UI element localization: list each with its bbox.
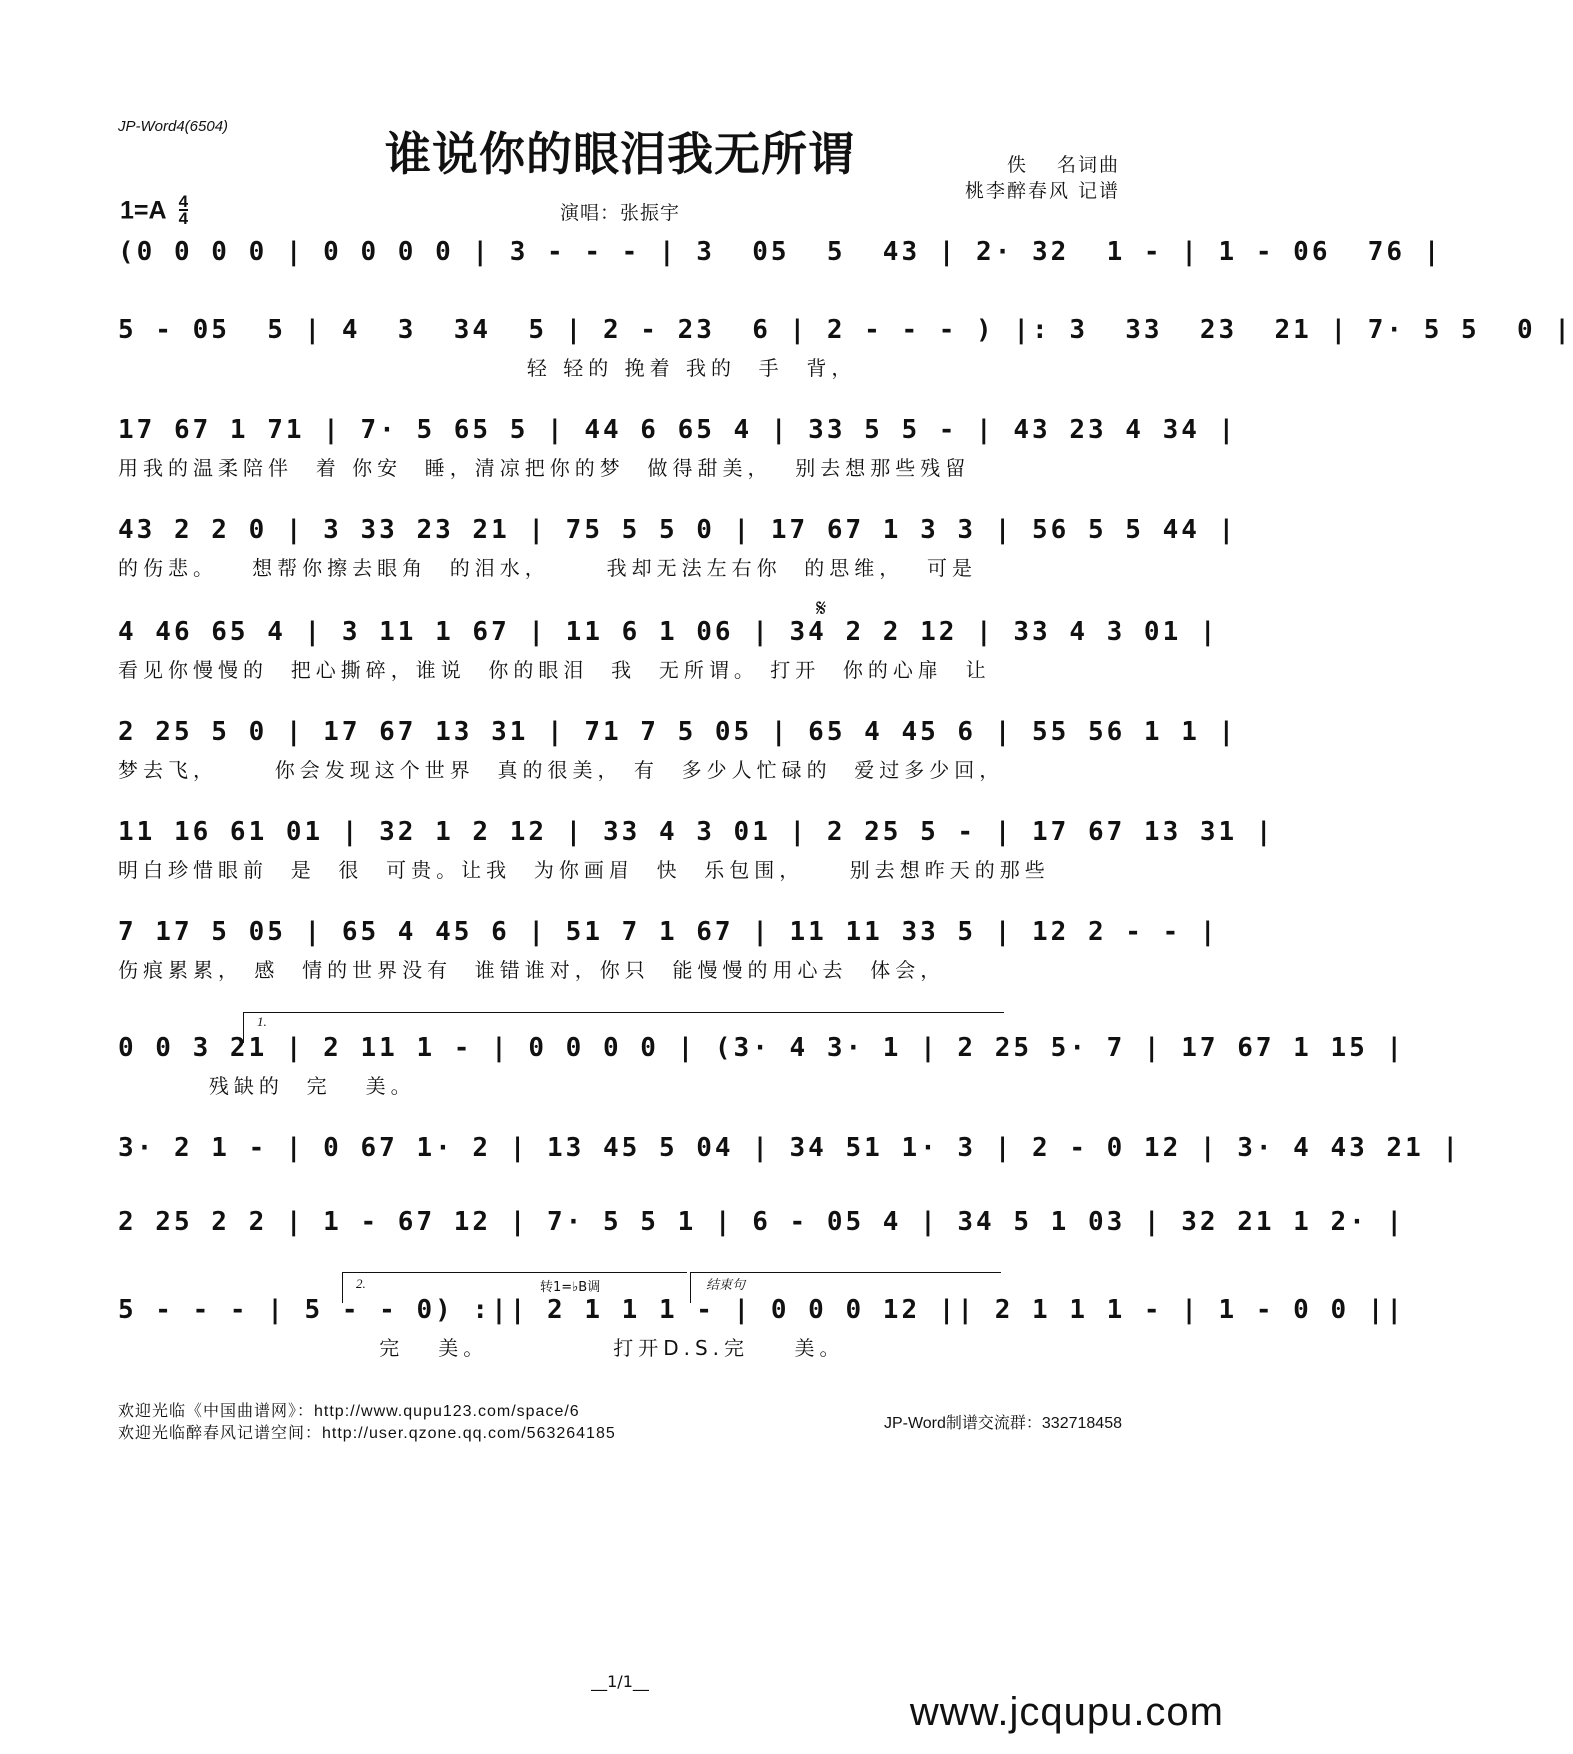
- volta-2-label: 2.: [356, 1276, 366, 1291]
- staff-system-12: [118, 1288, 1406, 1364]
- lyrics-line: 明白珍惜眼前 是 很 可贵。让我 为你画眉 快 乐包围， 别去想昨天的那些: [118, 858, 1050, 882]
- site-watermark: www.jcqupu.com: [909, 1690, 1224, 1734]
- lyrics-line: 残缺的 完 美。: [118, 1074, 416, 1098]
- lyrics-line: 轻 轻的 挽着 我的 手 背，: [118, 356, 857, 380]
- singer-credit: 演唱：张振宇: [559, 202, 680, 224]
- lyrics-line: 伤痕累累， 感 情的世界没有 谁错谁对，你只 能慢慢的用心去 体会，: [118, 958, 946, 982]
- notes-line: 3· 2 1 - | 0 67 1· 2 | 13 45 5 04 | 34 51 1· 3 | 2 - 0 12 | 3· 4 43 21 |: [118, 1133, 1462, 1163]
- staff-system-7: [118, 810, 1275, 886]
- footer-link-qzone[interactable]: 欢迎光临醉春风记谱空间：http://user.qzone.qq.com/563264185: [118, 1425, 616, 1442]
- transcriber-credit: 桃李醉春风 记谱: [964, 180, 1120, 202]
- staff-system-5: [118, 610, 1219, 686]
- staff-system-3: [118, 408, 1238, 484]
- notes-line: 5 - - - | 5 - - 0) :|| 2 1 1 1 - | 0 0 0 12 || 2 1 1 1 - | 1 - 0 0 ||: [118, 1295, 1406, 1325]
- song-title: 谁说你的眼泪我无所谓: [385, 127, 855, 181]
- lyrics-line: 梦去飞， 你会发现这个世界 真的很美， 有 多少人忙碌的 爱过多少回，: [118, 758, 1005, 782]
- lyrics-line: 用我的温柔陪伴 着 你安 睡，清凉把你的梦 做得甜美， 别去想那些残留: [118, 456, 971, 480]
- notes-line: 5 - 05 5 | 4 3 34 5 | 2 - 23 6 | 2 - - - ) |: 3 33 23 21 | 7· 5 5 0 |: [118, 315, 1573, 345]
- staff-system-1: [118, 230, 1443, 274]
- staff-system-9: [118, 1026, 1406, 1102]
- staff-system-2: [118, 308, 1573, 384]
- time-bottom: 4: [178, 209, 189, 228]
- notes-line: 43 2 2 0 | 3 33 23 21 | 75 5 5 0 | 17 67 1 3 3 | 56 5 5 44 |: [118, 515, 1238, 545]
- footer-group: JP-Word制谱交流群：332718458: [883, 1415, 1122, 1432]
- staff-system-11: [118, 1200, 1406, 1244]
- notes-line: 7 17 5 05 | 65 4 45 6 | 51 7 1 67 | 11 11 33 5 | 12 2 - - |: [118, 917, 1219, 947]
- staff-system-6: [118, 710, 1238, 786]
- segno-mark: 𝄋: [816, 594, 827, 622]
- page-number: __1/1__: [591, 1672, 649, 1691]
- notes-line: 17 67 1 71 | 7· 5 65 5 | 44 6 65 4 | 33 5 5 - | 43 23 4 34 |: [118, 415, 1238, 445]
- notes-line: (0 0 0 0 | 0 0 0 0 | 3 - - - | 3 05 5 43 | 2· 32 1 - | 1 - 06 76 |: [118, 237, 1443, 267]
- modulation-mark: 转1=♭B调: [540, 1280, 601, 1295]
- notes-line: 4 46 65 4 | 3 11 1 67 | 11 6 1 06 | 34 2 2 12 | 33 4 3 01 |: [118, 617, 1219, 647]
- lyrics-line: 看见你慢慢的 把心撕碎，谁说 你的眼泪 我 无所谓。 打开 你的心扉 让: [118, 658, 991, 682]
- notes-line: 0 0 3 21 | 2 11 1 - | 0 0 0 0 | (3· 4 3· 1 | 2 25 5· 7 | 17 67 1 15 |: [118, 1033, 1406, 1063]
- staff-system-4: [118, 508, 1238, 584]
- footer-link-qupu[interactable]: 欢迎光临《中国曲谱网》：http://www.qupu123.com/space/6: [118, 1403, 580, 1420]
- time-top: 4: [178, 192, 189, 211]
- notes-line: 2 25 2 2 | 1 - 67 12 | 7· 5 5 1 | 6 - 05 4 | 34 5 1 03 | 32 21 1 2· |: [118, 1207, 1406, 1237]
- ending-label: 结束句: [706, 1277, 746, 1292]
- staff-system-8: [118, 910, 1219, 986]
- lyricist-credit: 佚 名词曲: [1006, 154, 1120, 176]
- notes-line: 11 16 61 01 | 32 1 2 12 | 33 4 3 01 | 2 25 5 - | 17 67 13 31 |: [118, 817, 1275, 847]
- software-label: JP-Word4(6504): [118, 118, 229, 135]
- staff-system-10: [118, 1126, 1462, 1170]
- key-label: 1=A: [120, 196, 166, 225]
- lyrics-line: 的伤悲。 想帮你擦去眼角 的泪水， 我却无法左右你 的思维， 可是: [118, 556, 978, 580]
- notes-line: 2 25 5 0 | 17 67 13 31 | 71 7 5 05 | 65 4 45 6 | 55 56 1 1 |: [118, 717, 1238, 747]
- volta-1-label: 1.: [257, 1014, 267, 1029]
- lyrics-line: 完 美。 打开D.S.完 美。: [118, 1336, 845, 1360]
